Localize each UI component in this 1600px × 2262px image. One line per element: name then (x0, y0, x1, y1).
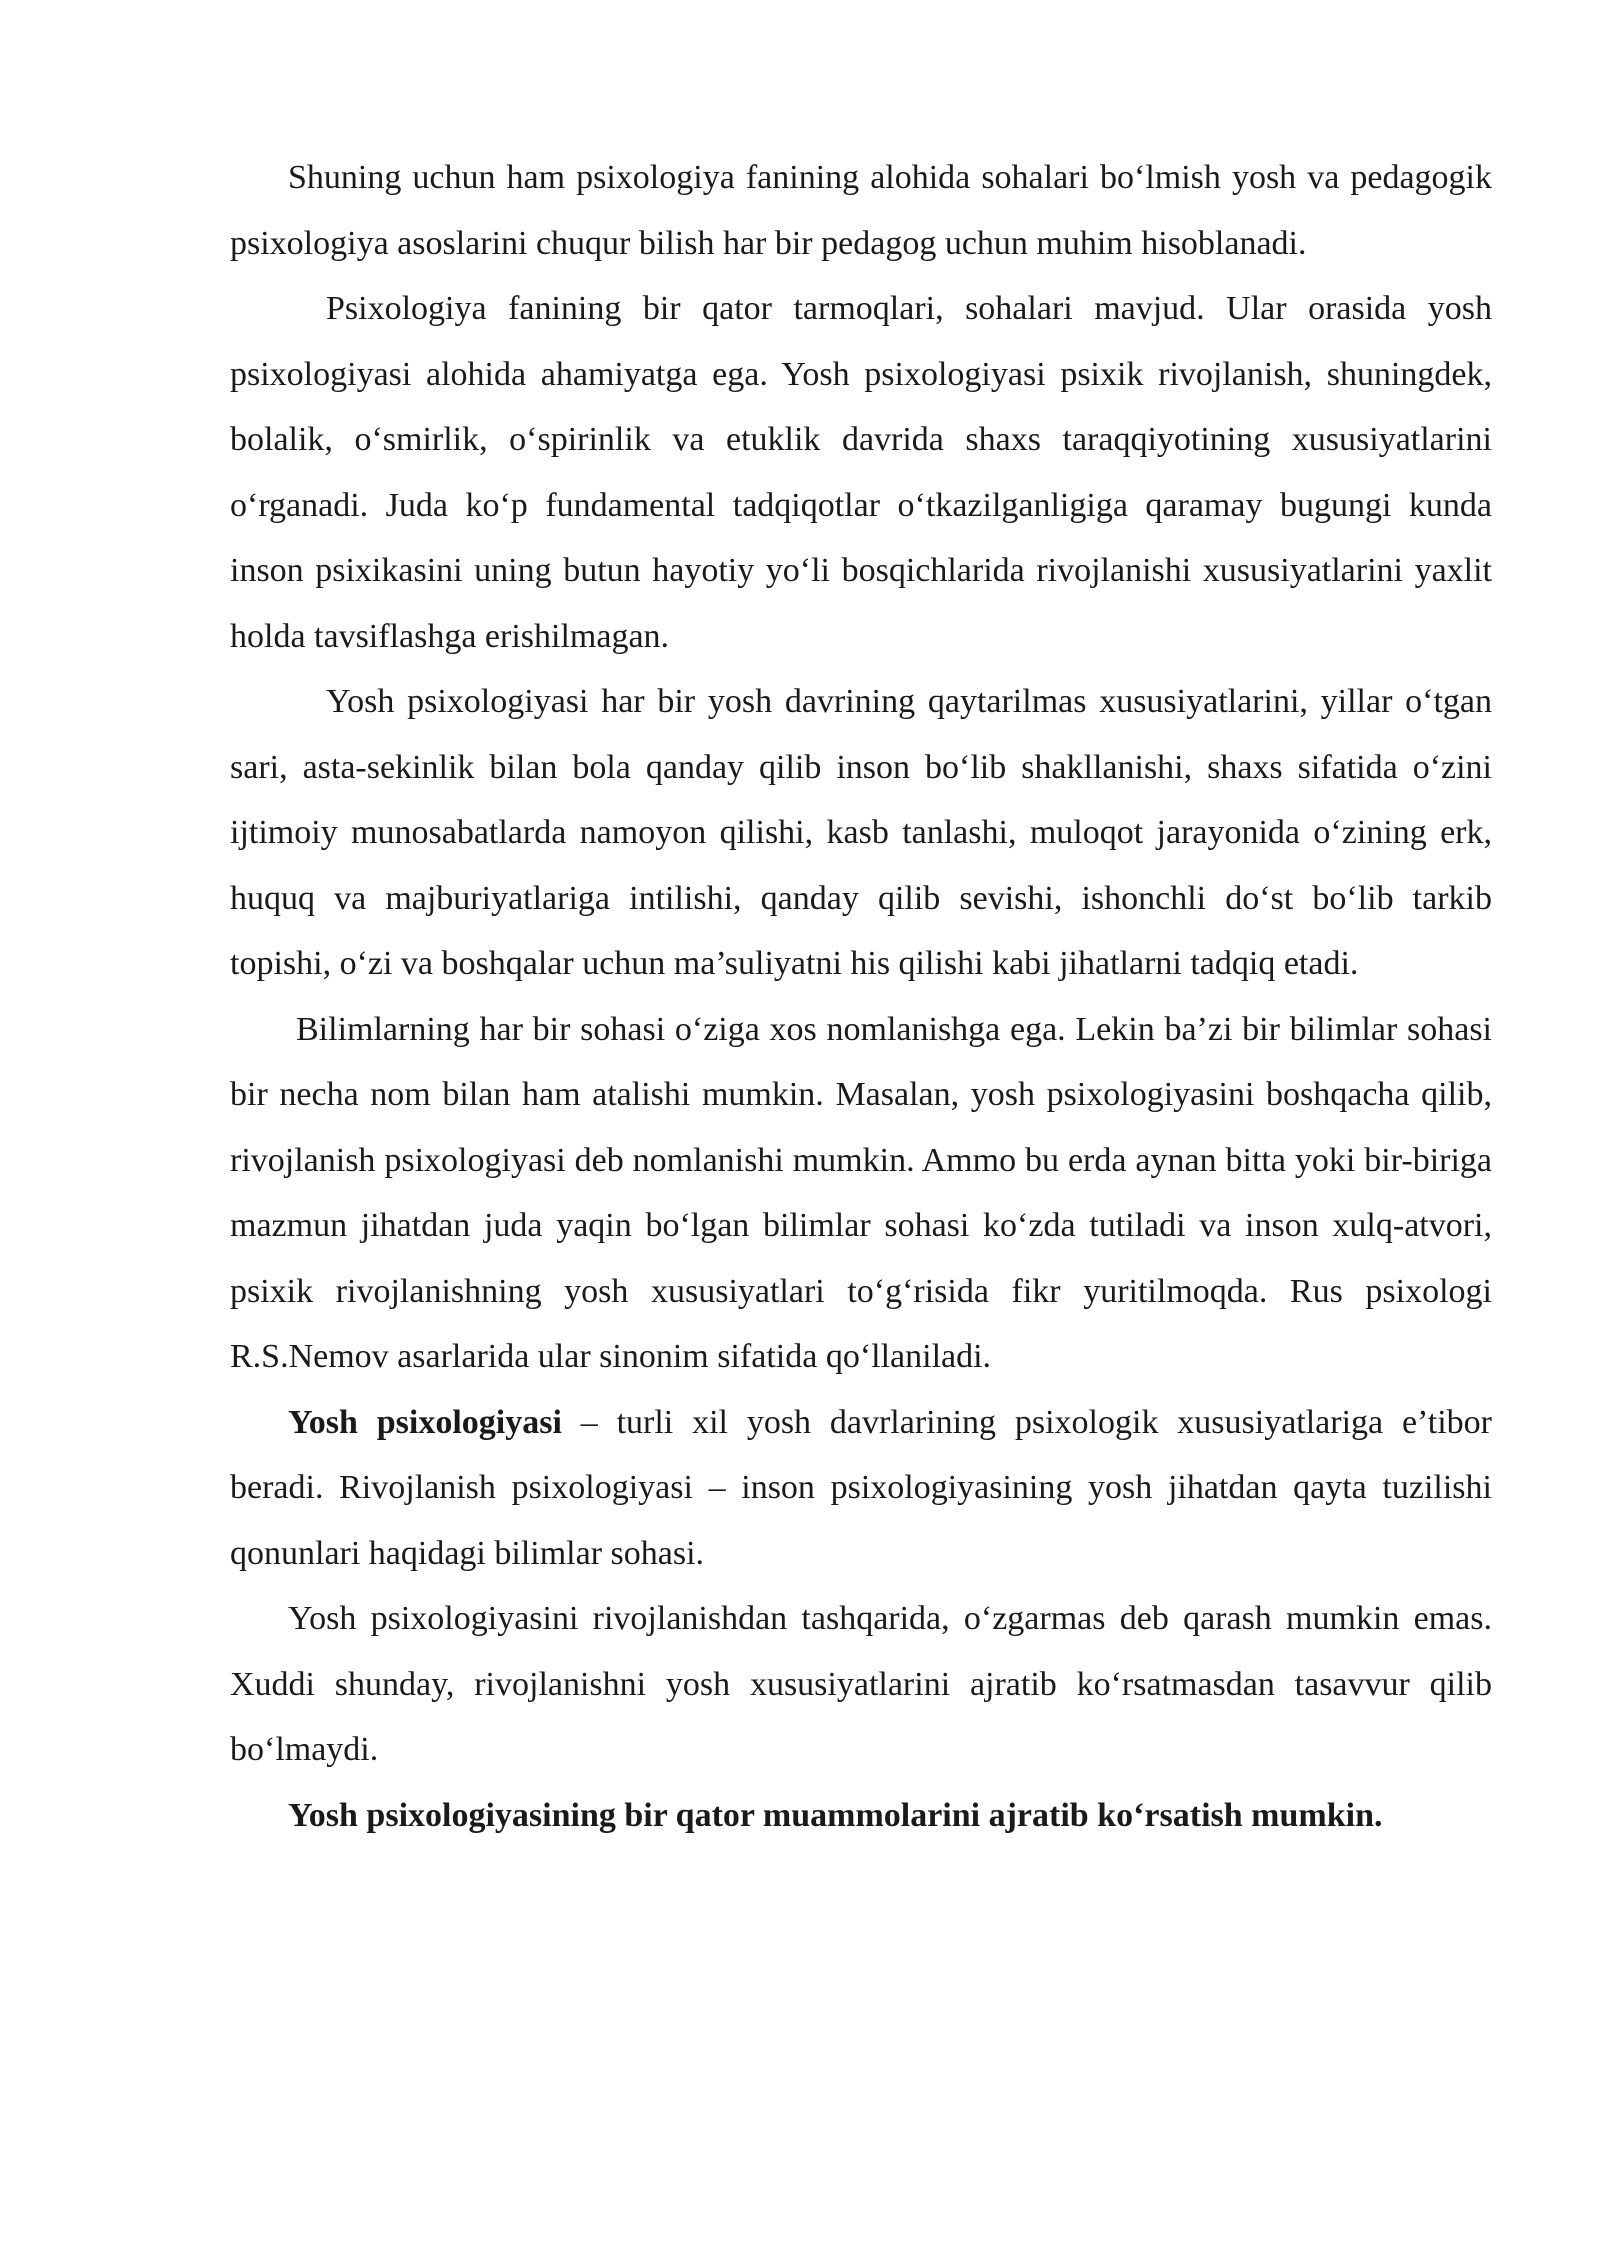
paragraph-intro: Shuning uchun ham psixologiya fanining alohida sohalari bo‘lmish yosh va pedagogik psixologiya asoslarini chuqur bilish har bir pedagog uchun muhim hisoblanadi. (230, 159, 1492, 262)
definition-term: Yosh psixologiyasi (288, 1403, 562, 1441)
document-body (230, 145, 1492, 1848)
paragraph-age-psychology-scope: Yosh psixologiyasi har bir yosh davrining qaytarilmas xususiyatlarini, yillar o‘tgan sari, asta-sekinlik bilan bola qanday qilib inson bo‘lib shakllanishi, shaxs sifatida o‘zini ijtimoiy munosabatlarda namoyon qilishi, kasb tanlashi, muloqot jarayonida o‘zining erk, huquq va majburiyatlariga intilishi, qanday qilib sevishi, ishonchli do‘st bo‘lib tarkib topishi, o‘zi va boshqalar uchun ma’suliyatni his qilishi kabi jihatlarni tadqiq etadi. (230, 683, 1492, 982)
paragraph-development: Yosh psixologiyasini rivojlanishdan tashqarida, o‘zgarmas deb qarash mumkin emas. Xuddi shunday, rivojlanishni yosh xususiyatlarini ajratib ko‘rsatmasdan tasavvur qilib bo‘lmaydi. (230, 1600, 1492, 1768)
definition-text: – turli xil yosh davrlarining psixologik xususiyatlariga e’tibor beradi. Rivojlanish psixologiyasi – inson psixologiyasining yosh jihatdan qayta tuzilishi qonunlari haqidagi bilimlar sohasi. (230, 1403, 1492, 1572)
paragraph-branches: Psixologiya fanining bir qator tarmoqlari, sohalari mavjud. Ular orasida yosh psixologiyasi alohida ahamiyatga ega. Yosh psixologiyasi psixik rivojlanish, shuningdek, bolalik, o‘smirlik, o‘spirinlik va etuklik davrida shaxs taraqqiyotining xususiyatlarini o‘rganadi. Juda ko‘p fundamental tadqiqotlar o‘tkazilganligiga qaramay bugungi kunda inson psixikasini uning butun hayotiy yo‘li bosqichlarida rivojlanishi xususiyatlarini yaxlit holda tavsiflashga erishilmagan. (230, 290, 1492, 655)
paragraph-definition (230, 1390, 1492, 1587)
paragraph-naming: Bilimlarning har bir sohasi o‘ziga xos nomlanishga ega. Lekin ba’zi bir bilimlar sohasi bir necha nom bilan ham atalishi mumkin. Masalan, yosh psixologiyasini boshqacha qilib, rivojlanish psixologiyasi deb nomlanishi mumkin. Ammo bu erda aynan bitta yoki bir-biriga mazmun jihatdan juda yaqin bo‘lgan bilimlar sohasi ko‘zda tutiladi va inson xulq-atvori, psixik rivojlanishning yosh xususiyatlari to‘g‘risida fikr yuritilmoqda. Rus psixologi R.S.Nemov asarlarida ular sinonim sifatida qo‘llaniladi. (230, 1010, 1492, 1375)
paragraph-problems-heading: Yosh psixologiyasining bir qator muammolarini ajratib ko‘rsatish mumkin. (288, 1796, 1383, 1834)
